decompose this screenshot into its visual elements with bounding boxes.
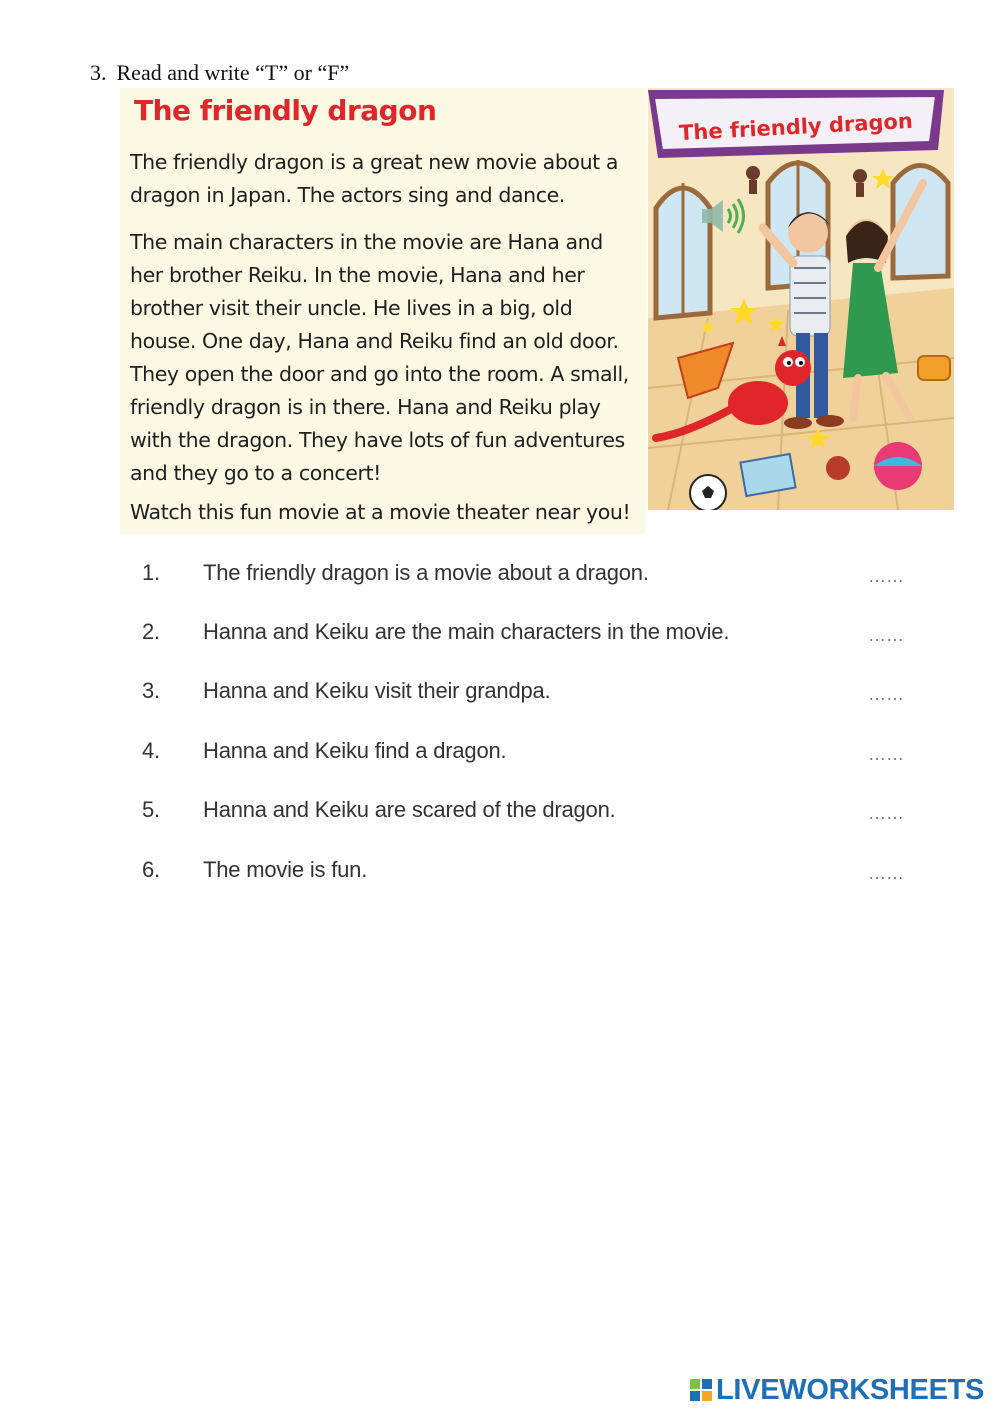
logo-mark-icon <box>690 1379 712 1401</box>
question-item <box>140 619 930 653</box>
question-text: The movie is fun. <box>203 857 368 882</box>
reading-passage <box>120 88 646 534</box>
liveworksheets-logo <box>690 1372 984 1408</box>
question-number: 6. <box>142 857 160 882</box>
answer-input[interactable] <box>868 564 920 588</box>
logo-text: LIVEWORKSHEETS <box>716 1373 985 1406</box>
title-banner <box>648 90 944 158</box>
answer-input[interactable] <box>868 801 920 825</box>
question-number: 4. <box>142 738 160 763</box>
answer-input[interactable] <box>868 682 920 706</box>
banner-text: The friendly dragon <box>678 108 914 146</box>
instruction-text: Read and write “T” or “F” <box>116 60 350 85</box>
question-text: The friendly dragon is a movie about a dragon. <box>203 560 649 585</box>
question-item <box>140 678 930 712</box>
illustration-scene <box>648 88 954 510</box>
question-text: Hanna and Keiku find a dragon. <box>203 738 507 763</box>
question-item <box>140 560 930 594</box>
passage-paragraph-1: The friendly dragon is a great new movie about a dragon in Japan. The actors sing and dance. <box>130 150 619 207</box>
passage-paragraph-3: Watch this fun movie at a movie theater near you! <box>130 500 631 524</box>
passage-paragraph-2: The main characters in the movie are Hana and her brother Reiku. In the movie, Hana and her brother visit their uncle. He lives in a big, old house. One day, Hana and Reiku find an old door. They open the door and go into the room. A small, friendly dragon is in there. Hana and Reiku play with the dragon. They have lots of fun adventures and they go to a concert! <box>130 230 629 485</box>
answer-input[interactable] <box>868 742 920 766</box>
question-item <box>140 738 930 772</box>
audio-play-button[interactable] <box>698 196 748 236</box>
question-number: 3. <box>142 678 160 703</box>
question-number: 5. <box>142 797 160 822</box>
movie-illustration <box>648 88 954 510</box>
question-item <box>140 797 930 831</box>
question-text: Hanna and Keiku are scared of the dragon. <box>203 797 616 822</box>
question-number: 1. <box>142 560 160 585</box>
instruction-number: 3. <box>90 60 107 85</box>
question-text: Hanna and Keiku visit their grandpa. <box>203 678 551 703</box>
speaker-icon <box>698 196 748 236</box>
passage-title: The friendly dragon <box>134 94 437 127</box>
question-item <box>140 857 930 891</box>
answer-input[interactable] <box>868 861 920 885</box>
answer-input[interactable] <box>868 623 920 647</box>
question-number: 2. <box>142 619 160 644</box>
question-text: Hanna and Keiku are the main characters in the movie. <box>203 619 730 644</box>
instruction <box>90 60 349 86</box>
